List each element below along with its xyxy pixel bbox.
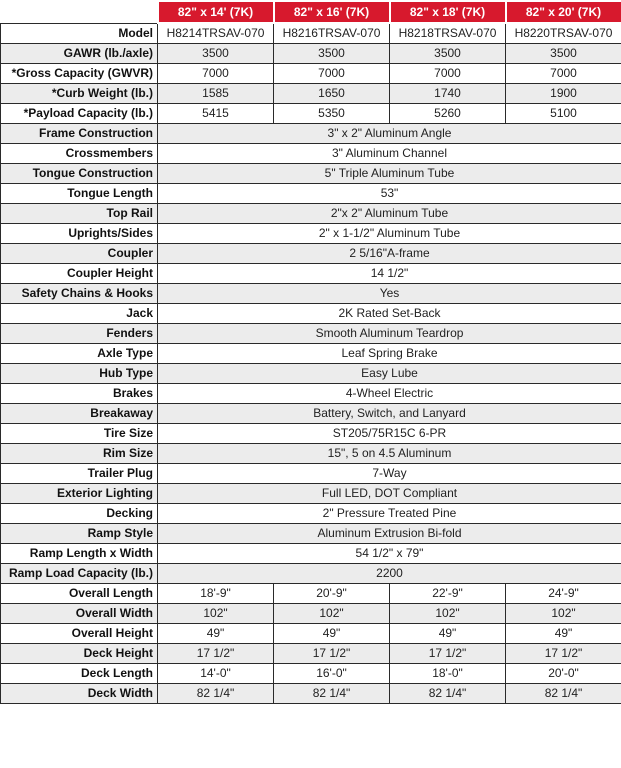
header-corner (1, 1, 158, 23)
spec-label: Coupler Height (1, 263, 158, 283)
spec-value: 102" (390, 603, 506, 623)
spec-value: 20'-9" (274, 583, 390, 603)
spec-value: 49" (506, 623, 621, 643)
spec-value: 22'-9" (390, 583, 506, 603)
spec-value: H8216TRSAV-070 (274, 23, 390, 43)
spec-value-shared: 7-Way (158, 463, 621, 483)
spec-label: *Payload Capacity (lb.) (1, 103, 158, 123)
spec-value-shared: Battery, Switch, and Lanyard (158, 403, 621, 423)
model-header-row (1, 1, 621, 23)
spec-value: 1740 (390, 83, 506, 103)
spec-value: 5100 (506, 103, 621, 123)
spec-value-shared: 2"x 2" Aluminum Tube (158, 203, 621, 223)
spec-label: Safety Chains & Hooks (1, 283, 158, 303)
spec-row (1, 143, 621, 163)
spec-value: 102" (506, 603, 621, 623)
spec-value-shared: 3" x 2" Aluminum Angle (158, 123, 621, 143)
spec-value: 18'-9" (158, 583, 274, 603)
spec-value: 5415 (158, 103, 274, 123)
spec-label: Frame Construction (1, 123, 158, 143)
spec-value: 102" (274, 603, 390, 623)
spec-value: 17 1/2" (390, 643, 506, 663)
spec-label: Rim Size (1, 443, 158, 463)
model-header-20ft: 82" x 20' (7K) (506, 1, 621, 23)
spec-label: Deck Length (1, 663, 158, 683)
spec-label: Exterior Lighting (1, 483, 158, 503)
spec-value: 3500 (506, 43, 621, 63)
spec-value: 1900 (506, 83, 621, 103)
spec-row (1, 443, 621, 463)
spec-value-shared: 53" (158, 183, 621, 203)
spec-label: *Gross Capacity (GWVR) (1, 63, 158, 83)
model-header-16ft: 82" x 16' (7K) (274, 1, 390, 23)
spec-value: 18'-0" (390, 663, 506, 683)
spec-value: 5350 (274, 103, 390, 123)
spec-value: 3500 (158, 43, 274, 63)
spec-value: 20'-0" (506, 663, 621, 683)
spec-label: Tongue Length (1, 183, 158, 203)
spec-row (1, 303, 621, 323)
spec-row (1, 283, 621, 303)
spec-row (1, 423, 621, 443)
spec-label: Hub Type (1, 363, 158, 383)
spec-value-shared: 15", 5 on 4.5 Aluminum (158, 443, 621, 463)
spec-label: Axle Type (1, 343, 158, 363)
spec-row (1, 503, 621, 523)
spec-row (1, 343, 621, 363)
spec-label: Uprights/Sides (1, 223, 158, 243)
spec-row (1, 583, 621, 603)
spec-value: 17 1/2" (274, 643, 390, 663)
spec-value: 102" (158, 603, 274, 623)
spec-value-shared: Leaf Spring Brake (158, 343, 621, 363)
spec-value-shared: 2" x 1-1/2" Aluminum Tube (158, 223, 621, 243)
spec-label: Decking (1, 503, 158, 523)
spec-value-shared: Aluminum Extrusion Bi-fold (158, 523, 621, 543)
spec-label: Overall Length (1, 583, 158, 603)
spec-label: Overall Height (1, 623, 158, 643)
spec-row (1, 363, 621, 383)
spec-value: 17 1/2" (506, 643, 621, 663)
spec-row (1, 663, 621, 683)
spec-value-shared: 2" Pressure Treated Pine (158, 503, 621, 523)
spec-value: H8220TRSAV-070 (506, 23, 621, 43)
spec-row (1, 63, 621, 83)
spec-value: 24'-9" (506, 583, 621, 603)
spec-row (1, 483, 621, 503)
spec-row (1, 383, 621, 403)
spec-row (1, 43, 621, 63)
spec-row (1, 603, 621, 623)
spec-value: 7000 (506, 63, 621, 83)
spec-row (1, 83, 621, 103)
spec-value: 16'-0" (274, 663, 390, 683)
spec-row (1, 683, 621, 703)
spec-value: 7000 (390, 63, 506, 83)
spec-value: 49" (274, 623, 390, 643)
spec-row (1, 403, 621, 423)
spec-row (1, 543, 621, 563)
spec-value-shared: 2200 (158, 563, 621, 583)
spec-label: Coupler (1, 243, 158, 263)
spec-row (1, 623, 621, 643)
spec-table-header (1, 1, 621, 23)
spec-value-shared: Easy Lube (158, 363, 621, 383)
spec-value-shared: 3" Aluminum Channel (158, 143, 621, 163)
spec-label: Tongue Construction (1, 163, 158, 183)
spec-row (1, 243, 621, 263)
spec-row (1, 203, 621, 223)
spec-label: Jack (1, 303, 158, 323)
spec-row (1, 103, 621, 123)
spec-label: Fenders (1, 323, 158, 343)
spec-value: 17 1/2" (158, 643, 274, 663)
spec-value: 3500 (274, 43, 390, 63)
spec-value: 82 1/4" (274, 683, 390, 703)
spec-value-shared: Yes (158, 283, 621, 303)
spec-table-body (1, 23, 621, 703)
spec-value: 5260 (390, 103, 506, 123)
spec-value-shared: 54 1/2" x 79" (158, 543, 621, 563)
spec-value-shared: 2K Rated Set-Back (158, 303, 621, 323)
spec-value-shared: Full LED, DOT Compliant (158, 483, 621, 503)
spec-label: Breakaway (1, 403, 158, 423)
spec-row (1, 223, 621, 243)
spec-row (1, 643, 621, 663)
spec-label: Deck Width (1, 683, 158, 703)
spec-value: 49" (158, 623, 274, 643)
spec-label: Crossmembers (1, 143, 158, 163)
spec-label: Ramp Load Capacity (lb.) (1, 563, 158, 583)
spec-row (1, 23, 621, 43)
spec-row (1, 263, 621, 283)
spec-value-shared: 2 5/16"A-frame (158, 243, 621, 263)
model-header-14ft: 82" x 14' (7K) (158, 1, 274, 23)
spec-label: Trailer Plug (1, 463, 158, 483)
spec-value-shared: 4-Wheel Electric (158, 383, 621, 403)
spec-label: Brakes (1, 383, 158, 403)
spec-value: 3500 (390, 43, 506, 63)
spec-row (1, 463, 621, 483)
spec-value-shared: Smooth Aluminum Teardrop (158, 323, 621, 343)
spec-label: Ramp Style (1, 523, 158, 543)
spec-value: 82 1/4" (158, 683, 274, 703)
spec-value: 1585 (158, 83, 274, 103)
spec-row (1, 563, 621, 583)
spec-value: 7000 (274, 63, 390, 83)
spec-row (1, 523, 621, 543)
spec-value: 7000 (158, 63, 274, 83)
spec-value: H8218TRSAV-070 (390, 23, 506, 43)
spec-value-shared: 14 1/2" (158, 263, 621, 283)
model-header-18ft: 82" x 18' (7K) (390, 1, 506, 23)
spec-value: 49" (390, 623, 506, 643)
spec-label: Overall Width (1, 603, 158, 623)
spec-value: 14'-0" (158, 663, 274, 683)
spec-label: GAWR (lb./axle) (1, 43, 158, 63)
spec-label: Top Rail (1, 203, 158, 223)
spec-row (1, 163, 621, 183)
spec-label: *Curb Weight (lb.) (1, 83, 158, 103)
spec-value-shared: 5" Triple Aluminum Tube (158, 163, 621, 183)
spec-label: Model (1, 23, 158, 43)
spec-value-shared: ST205/75R15C 6-PR (158, 423, 621, 443)
spec-value: H8214TRSAV-070 (158, 23, 274, 43)
spec-label: Ramp Length x Width (1, 543, 158, 563)
spec-value: 82 1/4" (390, 683, 506, 703)
spec-label: Deck Height (1, 643, 158, 663)
spec-row (1, 323, 621, 343)
spec-label: Tire Size (1, 423, 158, 443)
spec-value: 1650 (274, 83, 390, 103)
spec-value: 82 1/4" (506, 683, 621, 703)
spec-row (1, 123, 621, 143)
spec-row (1, 183, 621, 203)
